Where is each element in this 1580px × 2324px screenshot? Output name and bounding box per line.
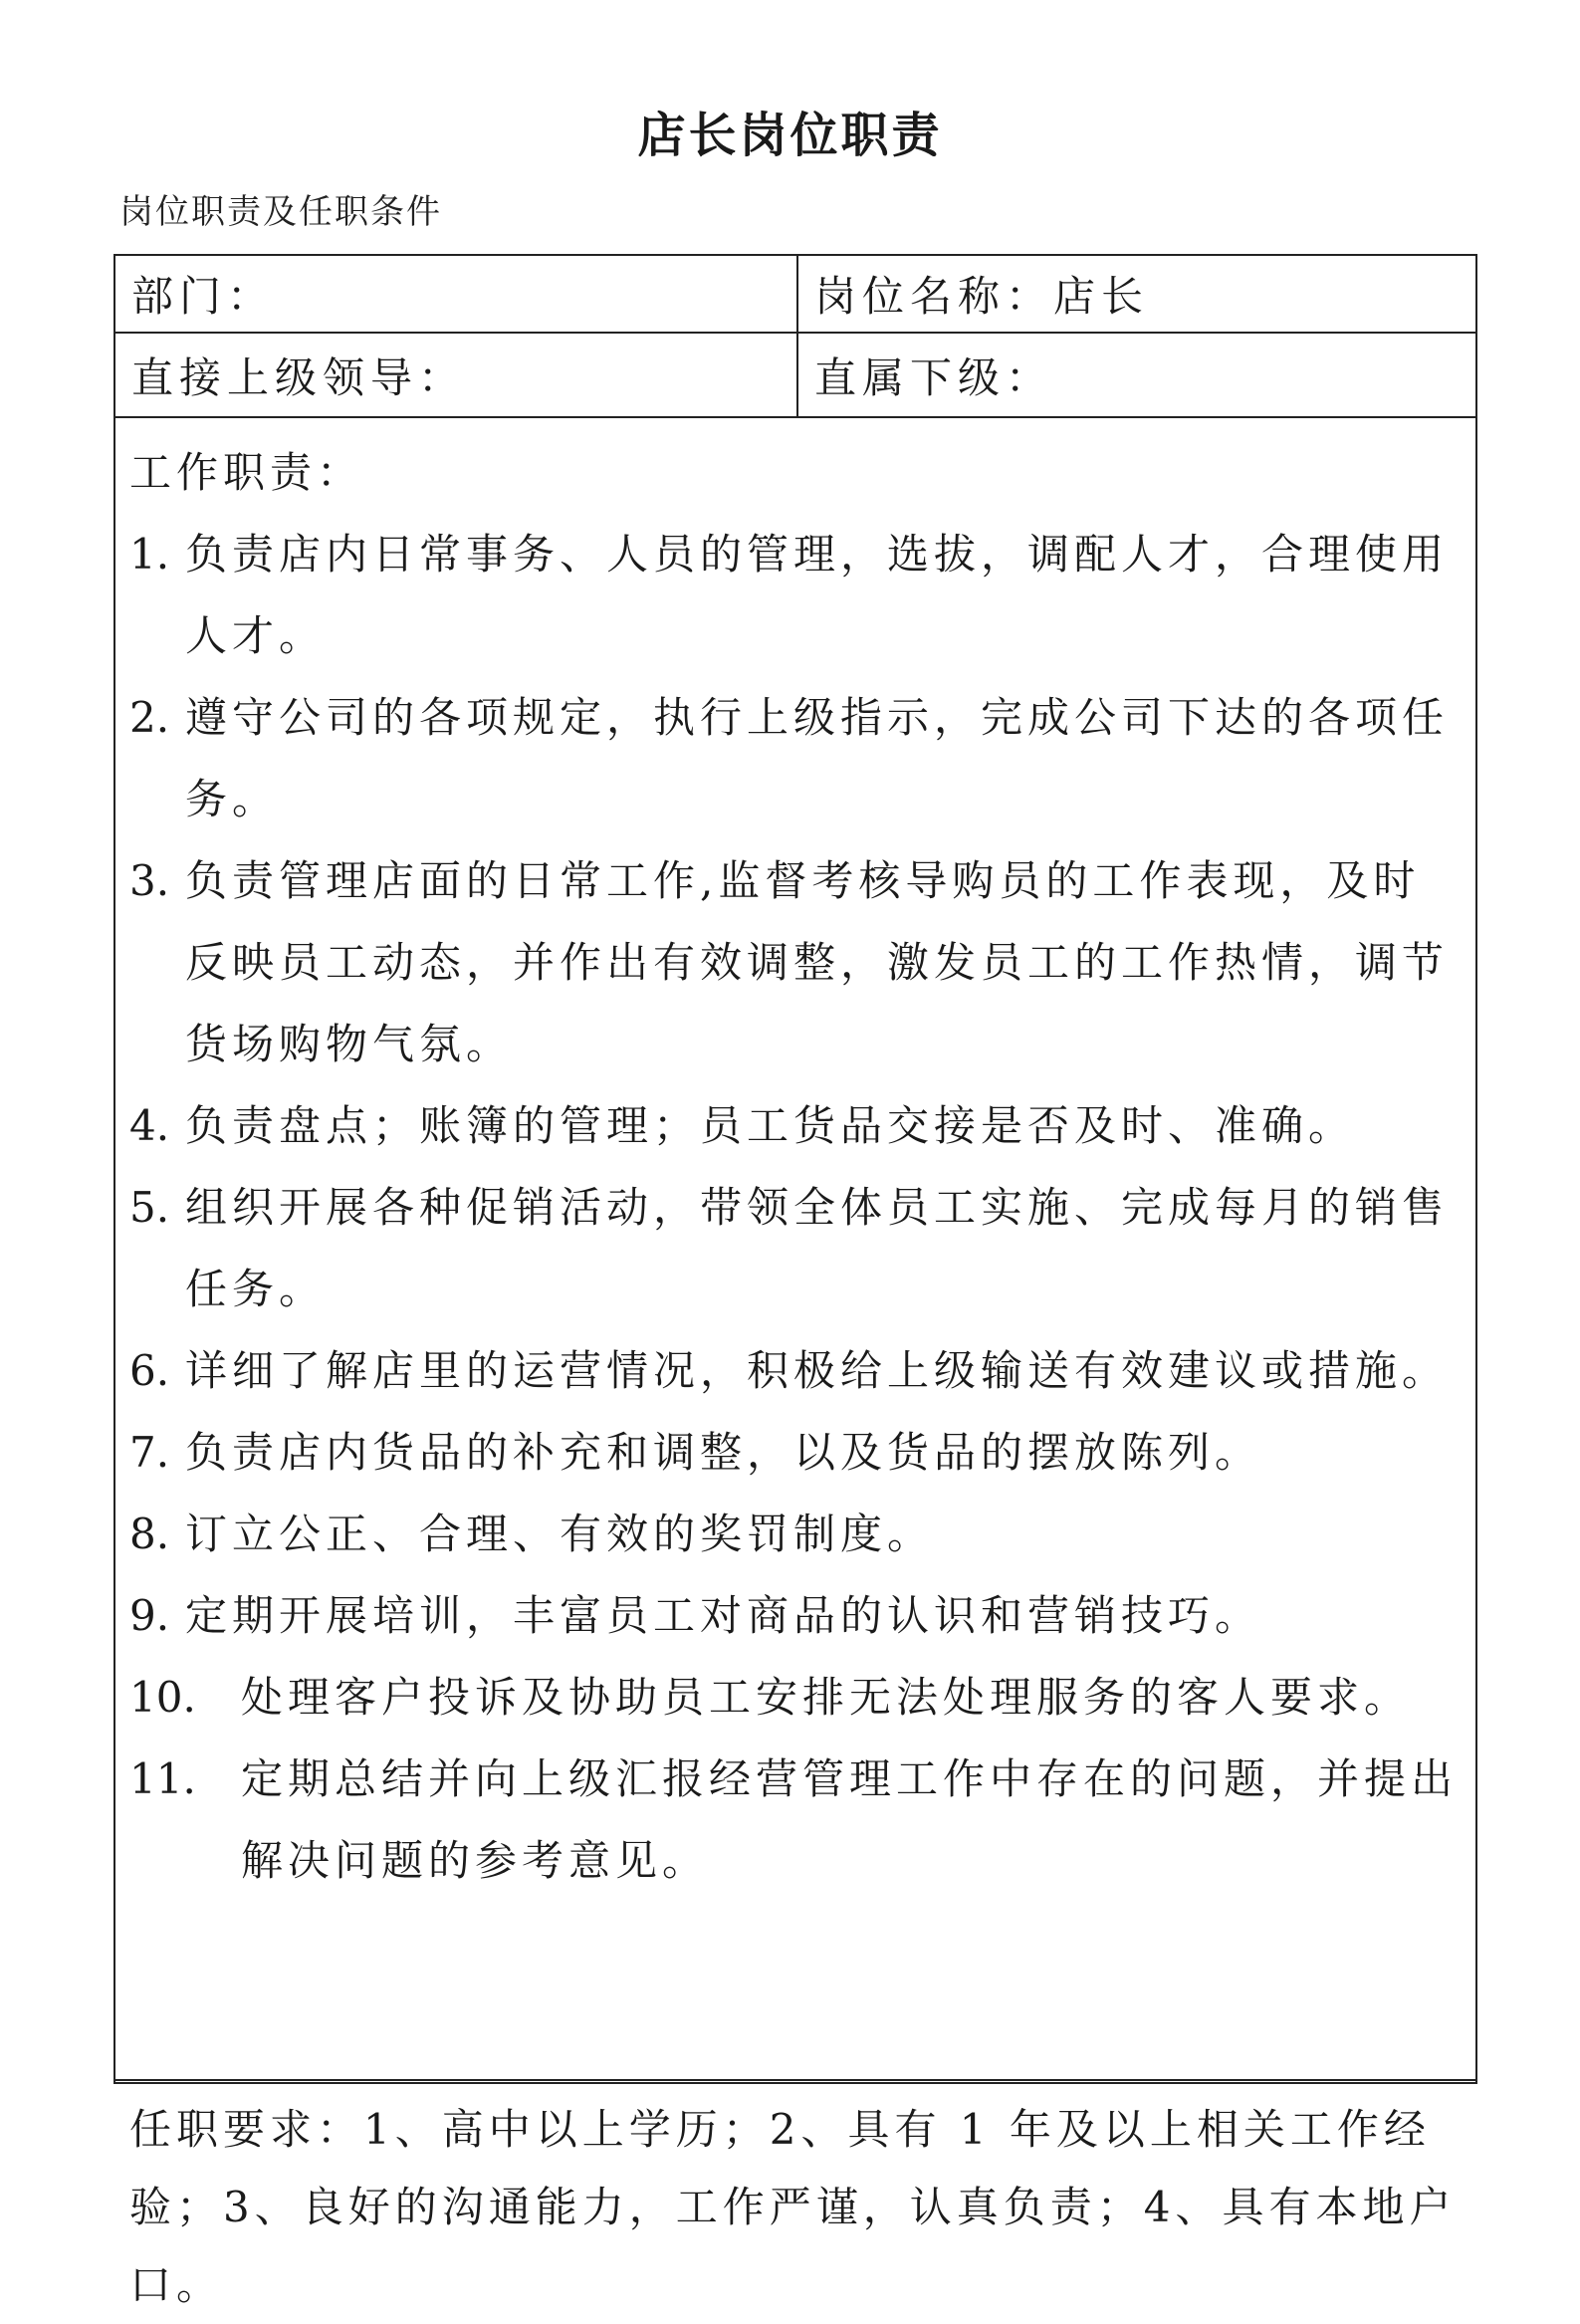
duty-item — [129, 1575, 1464, 1657]
duty-text: 负责盘点；账簿的管理；员工货品交接是否及时、准确。 — [185, 1101, 1356, 1150]
duty-item — [129, 1412, 1464, 1494]
duty-item — [129, 1167, 1464, 1330]
duties-heading: 工作职责： — [129, 448, 364, 497]
duty-text: 定期总结并向上级汇报经营管理工作中存在的问题，并提出解决问题的参考意见。 — [241, 1754, 1459, 1885]
requirements-cell: 任职要求：1、高中以上学历；2、具有 1 年及以上相关工作经验；3、良好的沟通能力，工作严谨，认真负责；4、具有本地户口。 — [115, 2079, 1475, 2244]
duty-number: 7. — [129, 1428, 170, 1477]
document-subtitle: 岗位职责及任职条件 — [119, 192, 442, 232]
duty-number: 11. — [129, 1754, 196, 1803]
duty-number: 1. — [129, 530, 170, 579]
direct-superior-cell: 直接上级领导： — [115, 334, 798, 416]
duty-text: 定期开展培训，丰富员工对商品的认识和营销技巧。 — [185, 1591, 1262, 1640]
duty-item — [129, 677, 1464, 840]
duty-text: 组织开展各种促销活动，带领全体员工实施、完成每月的销售任务。 — [185, 1183, 1450, 1313]
duty-item — [129, 840, 1464, 1085]
duty-text: 详细了解店里的运营情况，积极给上级输送有效建议或措施。 — [185, 1346, 1450, 1395]
job-description-table — [113, 254, 1477, 2309]
duty-number: 8. — [129, 1510, 170, 1558]
duty-item — [129, 1330, 1464, 1412]
duty-item — [129, 1739, 1464, 1902]
direct-subordinate-cell: 直属下级： — [814, 352, 1054, 402]
duty-text: 负责店内货品的补充和调整，以及货品的摆放陈列。 — [185, 1428, 1262, 1477]
duties-section — [129, 432, 1464, 1902]
document-title: 店长岗位职责 — [637, 108, 943, 163]
duty-item — [129, 1494, 1464, 1575]
duty-number: 9. — [129, 1591, 170, 1640]
duty-number: 6. — [129, 1346, 170, 1395]
duty-text: 负责店内日常事务、人员的管理，选拔，调配人才，合理使用人才。 — [185, 530, 1450, 660]
duty-item — [129, 1657, 1464, 1739]
duty-text: 负责管理店面的日常工作,监督考核导购员的工作表现，及时反映员工动态，并作出有效调整，激发员工的工作热情，调节货场购物气氛。 — [185, 856, 1450, 1068]
position-name-cell: 岗位名称：店长 — [814, 272, 1150, 321]
table-row-duties — [115, 418, 1475, 2309]
table-row-department — [115, 256, 1475, 334]
duty-text: 遵守公司的各项规定，执行上级指示，完成公司下达的各项任务。 — [185, 693, 1450, 823]
duty-number: 10. — [129, 1673, 196, 1722]
table-row-reporting — [115, 334, 1475, 418]
duty-text: 订立公正、合理、有效的奖罚制度。 — [185, 1510, 935, 1558]
duty-number: 3. — [129, 856, 170, 905]
duty-text: 处理客户投诉及协助员工安排无法处理服务的客人要求。 — [241, 1673, 1412, 1722]
duty-number: 5. — [129, 1183, 170, 1232]
duty-item — [129, 514, 1464, 677]
duty-number: 4. — [129, 1101, 170, 1150]
department-cell: 部门： — [115, 256, 798, 332]
duty-number: 2. — [129, 693, 170, 742]
duty-item — [129, 1085, 1464, 1167]
